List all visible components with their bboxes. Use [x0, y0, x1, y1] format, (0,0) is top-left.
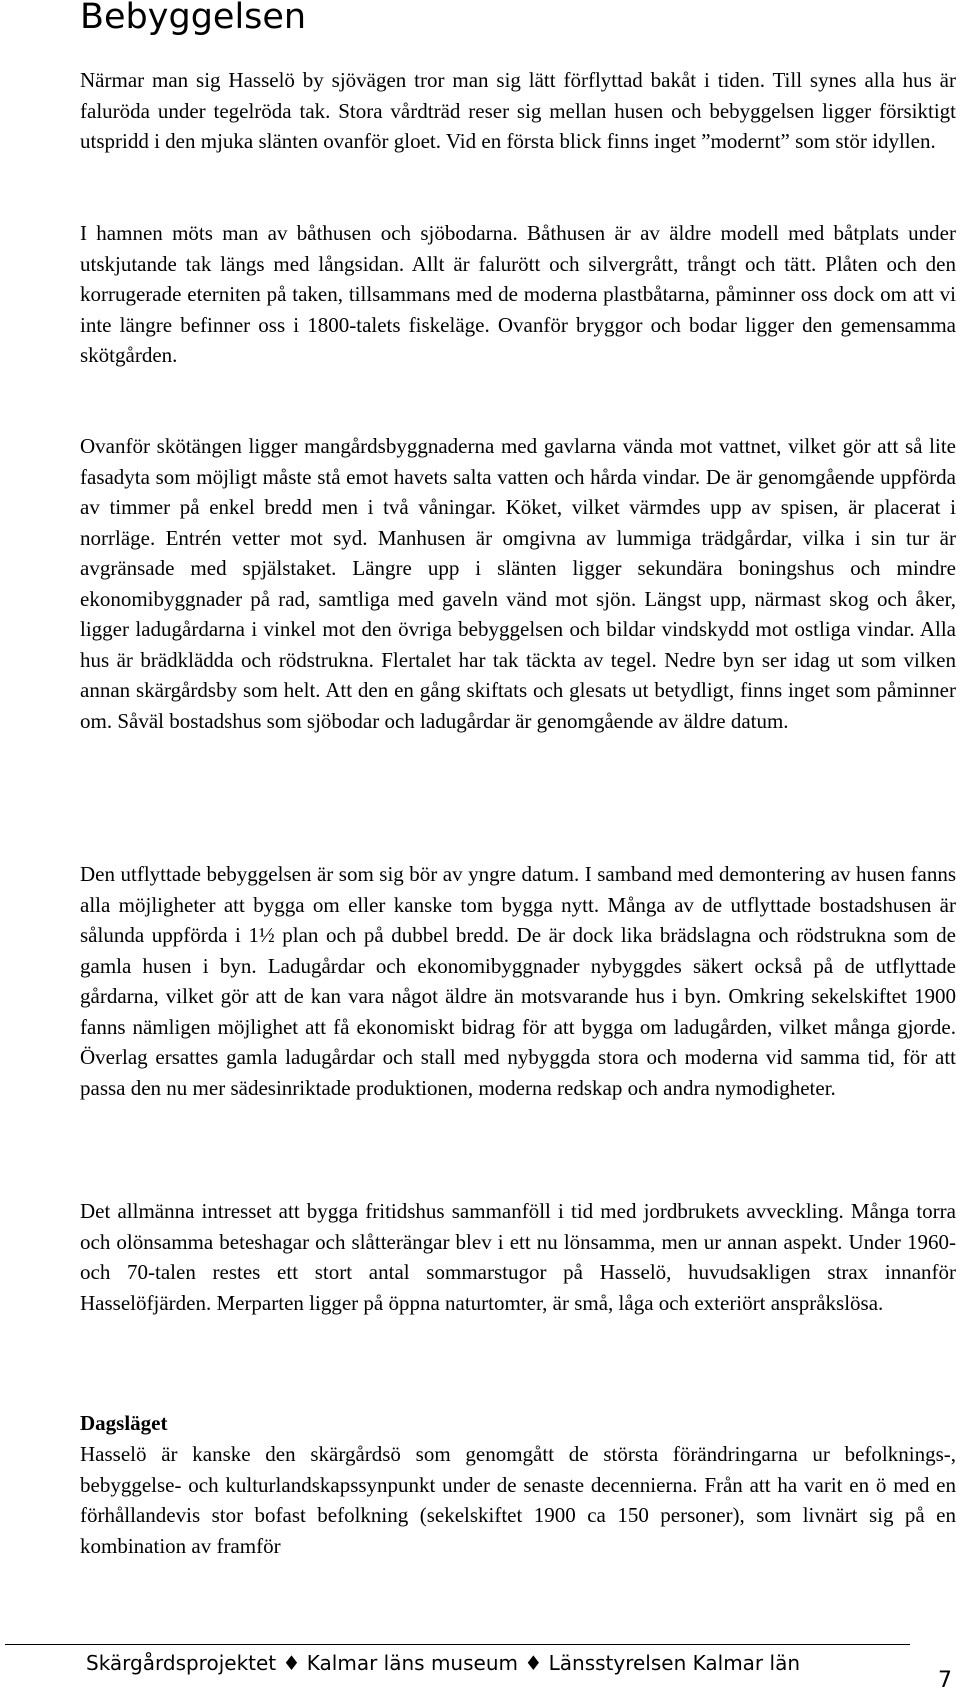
paragraph-holiday-homes: Det allmänna intresset att bygga fritidshus sammanföll i tid med jordbrukets avveckling. Många torra och olönsamma beteshagar och slåtterängar blev i ett nu lönsamma, men ur annan aspekt. Under 1960- och 70-talen restes ett stort antal sommarstugor på Hasselö, huvudsakligen strax innanför Hasselöfjärden. Merparten ligger på öppna naturtomter, är små, låga och exteriört anspråkslösa. [80, 1199, 956, 1315]
paragraph-harbour: I hamnen möts man av båthusen och sjöbodarna. Båthusen är av äldre modell med båtplats under utskjutande tak längs med långsidan. Allt är falurött och silvergrått, trångt och tätt. Plåten och den korrugerade eterniten på taken, tillsammans med de moderna plastbåtarna, påminner oss dock om att vi inte längre befinner oss i 1800-talets fiskeläge. Ovanför bryggor och bodar ligger den gemensamma skötgården. [80, 221, 956, 367]
paragraph-arrival: Närmar man sig Hasselö by sjövägen tror man sig lätt förflyttad bakåt i tiden. Till synes alla hus är faluröda under tegelröda tak. Stora vårdträd reser sig mellan husen och bebyggelsen ligger försiktigt utspridd i den mjuka slänten ovanför gloet. Vid en första blick finns inget ”modernt” som stör idyllen. [80, 68, 956, 153]
page-number: 7 [938, 1668, 952, 1693]
page-heading: Bebyggelsen [80, 0, 307, 37]
paragraph-current-situation: Hasselö är kanske den skärgårdsö som genomgått de största förändringarna ur befolknings-, bebyggelse- och kulturlandskapssynpunkt under de senaste decennierna. Från att ha varit en ö med en förhållandevis stor bofast befolkning (sekelskiftet 1900 ca 150 personer), som livnärt sig på en kombination av framför [80, 1442, 956, 1558]
footer-divider [5, 1644, 910, 1645]
section-subheading: Dagsläget [80, 1411, 168, 1435]
paragraph-relocated-buildings: Den utflyttade bebyggelsen är som sig bör av yngre datum. I samband med demontering av husen fanns alla möjligheter att bygga om eller kanske tom bygga nytt. Många av de utflyttade bostadshusen är sålunda uppförda i 1½ plan och på dubbel bredd. De är dock lika brädslagna och rödstrukna som de gamla husen i byn. Ladugårdar och ekonomibyggnader nybyggdes säkert också på de utflyttade gårdarna, vilket gör att de kan vara något äldre än motsvarande hus i byn. Omkring sekelskiftet 1900 fanns nämligen möjlighet att få ekonomiskt bidrag för att bygga om ladugården, vilket många gjorde. Överlag ersattes gamla ladugårdar och stall med nybyggda stora och moderna vid samma tid, för att passa den nu mer sädesinriktade produktionen, moderna redskap och andra nymodigheter. [80, 862, 956, 1100]
paragraph-main-houses: Ovanför skötängen ligger mangårdsbyggnaderna med gavlarna vända mot vattnet, vilket gör att så lite fasadyta som möjligt måste stå emot havets salta vatten och hårda vindar. De är genomgående uppförda av timmer på enkel bredd men i två våningar. Köket, vilket värmdes upp av spisen, är placerat i norrläge. Entrén vetter mot syd. Manhusen är omgivna av lummiga trädgårdar, vilka i sin tur är avgränsade med spjälstaket. Längre upp i slänten ligger sekundära boningshus och mindre ekonomibyggnader på rad, samtliga med gaveln vänd mot sjön. Längst upp, närmast skog och åker, ligger ladugårdarna i vinkel mot den övriga bebyggelsen och bildar vindskydd mot ostliga vindar. Alla hus är brädklädda och rödstrukna. Flertalet har tak täckta av tegel. Nedre byn ser idag ut som vilken annan skärgårdsby som helt. Att den en gång skiftats och glesats ut betydligt, finns inget som påminner om. Såväl bostadshus som sjöbodar och ladugårdar är genomgående av äldre datum. [80, 434, 956, 733]
footer-credits: Skärgårdsprojektet ♦ Kalmar läns museum ♦ Länsstyrelsen Kalmar län [86, 1651, 801, 1675]
